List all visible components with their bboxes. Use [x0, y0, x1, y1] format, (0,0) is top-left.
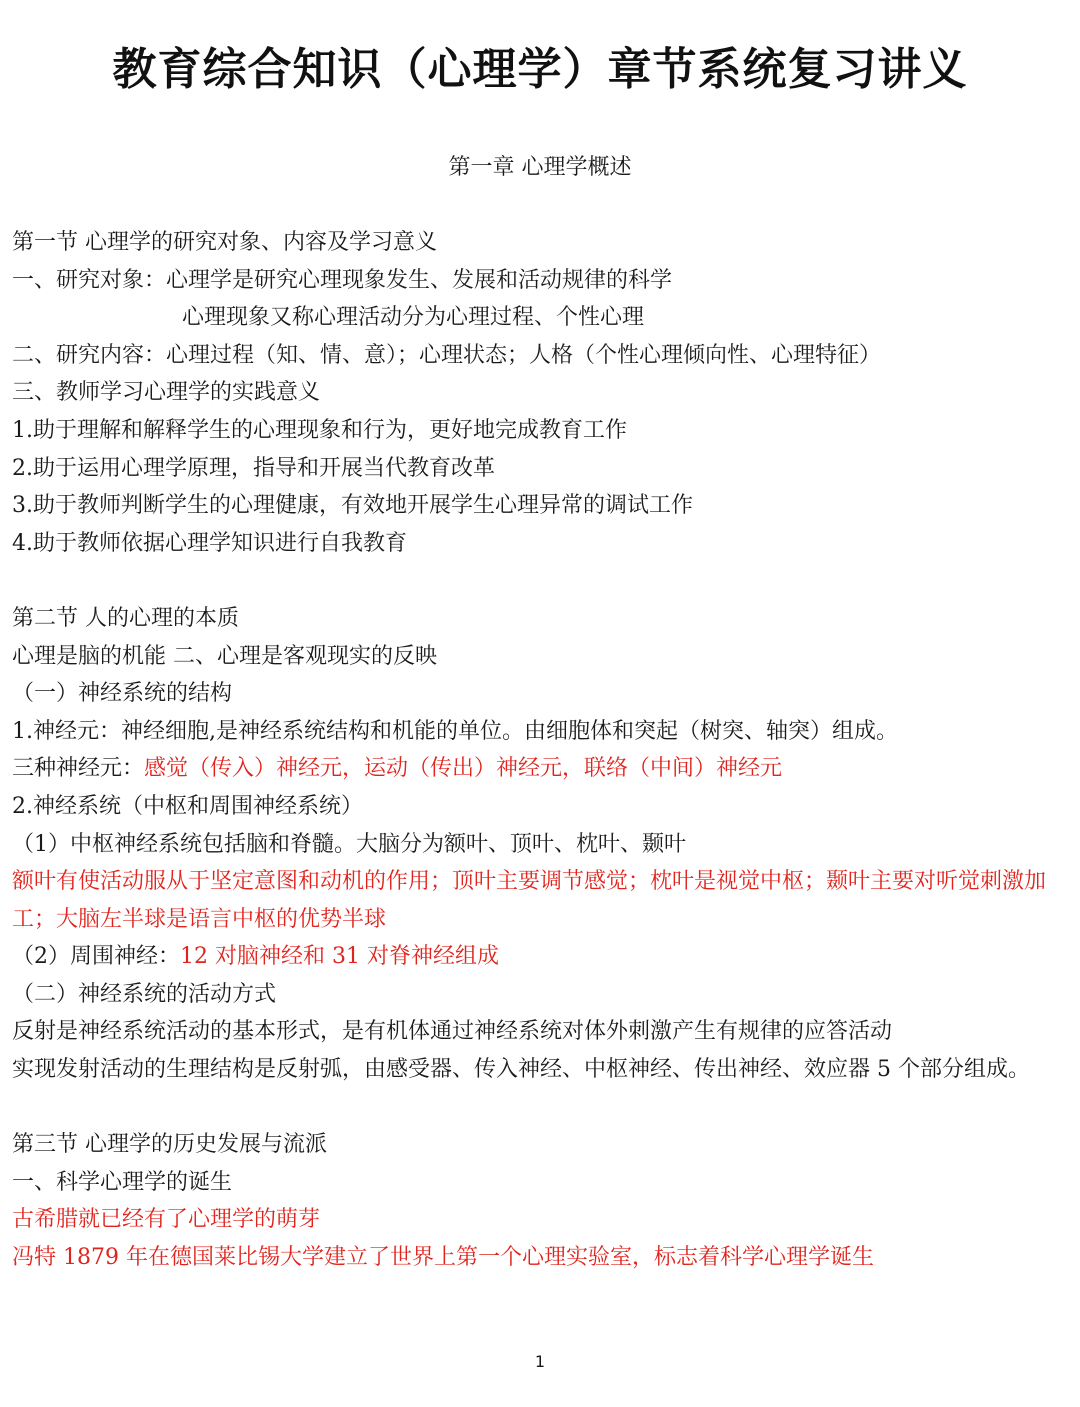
research-content-line: 二、研究内容：心理过程（知、情、意）；心理状态；人格（个性心理倾向性、心理特征）: [12, 342, 882, 368]
document-title: 教育综合知识（心理学）章节系统复习讲义: [112, 44, 968, 95]
brain-function-line: 心理是脑的机能 二、心理是客观现实的反映: [12, 643, 437, 669]
neuron-definition-line: 1.神经元：神经细胞,是神经系统结构和机能的单位。由细胞体和突起（树突、轴突）组成。: [12, 718, 898, 744]
wundt-highlight: 冯特 1879 年在德国莱比锡大学建立了世界上第一个心理实验室，标志着科学心理学诞生: [12, 1245, 874, 1271]
reflex-arc-line: 实现发射活动的生理结构是反射弧，由感受器、传入神经、中枢神经、传出神经、效应器 5 个部分组成。: [12, 1057, 1030, 1083]
nervous-system-heading: 2.神经系统（中枢和周围神经系统）: [12, 793, 363, 819]
lobe-functions-highlight: 额叶有使活动服从于坚定意图和动机的作用；顶叶主要调节感觉；枕叶是视觉中枢；颞叶主要对听觉刺激加工；大脑左半球是语言中枢的优势半球: [12, 869, 1047, 932]
list-item: 2.助于运用心理学原理，指导和开展当代教育改革: [12, 455, 495, 481]
section-2-heading: 第二节 人的心理的本质: [12, 605, 239, 631]
list-item: 1.助于理解和解释学生的心理现象和行为，更好地完成教育工作: [12, 417, 627, 443]
central-nervous-line: （1）中枢神经系统包括脑和脊髓。大脑分为额叶、顶叶、枕叶、颞叶: [12, 831, 686, 857]
activity-mode-heading: （二）神经系统的活动方式: [12, 981, 277, 1007]
mental-phenomena-line: 心理现象又称心理活动分为心理过程、个性心理: [182, 305, 645, 331]
spacer: [12, 1089, 1072, 1127]
page-number: 1: [534, 1352, 546, 1371]
scientific-psychology-heading: 一、科学心理学的诞生: [12, 1169, 233, 1195]
neuron-types-line: [12, 750, 1072, 788]
spacer: [12, 562, 1072, 600]
research-object-line: 一、研究对象：心理学是研究心理现象发生、发展和活动规律的科学: [12, 267, 673, 293]
list-item: 4.助于教师依据心理学知识进行自我教育: [12, 530, 407, 556]
peripheral-nervous-line: [12, 938, 1072, 976]
section-1-heading: 第一节 心理学的研究对象、内容及学习意义: [12, 230, 437, 255]
document-body: [12, 224, 1072, 1277]
peripheral-highlight: 12 对脑神经和 31 对脊神经组成: [180, 944, 499, 970]
reflex-definition-line: 反射是神经系统活动的基本形式，是有机体通过神经系统对体外刺激产生有规律的应答活动: [12, 1019, 893, 1045]
chapter-heading: 第一章 心理学概述: [448, 155, 632, 180]
neuron-types-label: 三种神经元：: [12, 756, 145, 782]
section-3-heading: 第三节 心理学的历史发展与流派: [12, 1132, 327, 1158]
peripheral-label: （2）周围神经：: [12, 944, 180, 970]
list-item: 3.助于教师判断学生的心理健康，有效地开展学生心理异常的调试工作: [12, 493, 693, 519]
neuron-types-highlight: 感觉（传入）神经元，运动（传出）神经元，联络（中间）神经元: [144, 756, 783, 782]
ancient-greece-highlight: 古希腊就已经有了心理学的萌芽: [12, 1207, 321, 1233]
practical-significance-heading: 三、教师学习心理学的实践意义: [12, 380, 321, 406]
nervous-structure-heading: （一）神经系统的结构: [12, 681, 233, 707]
